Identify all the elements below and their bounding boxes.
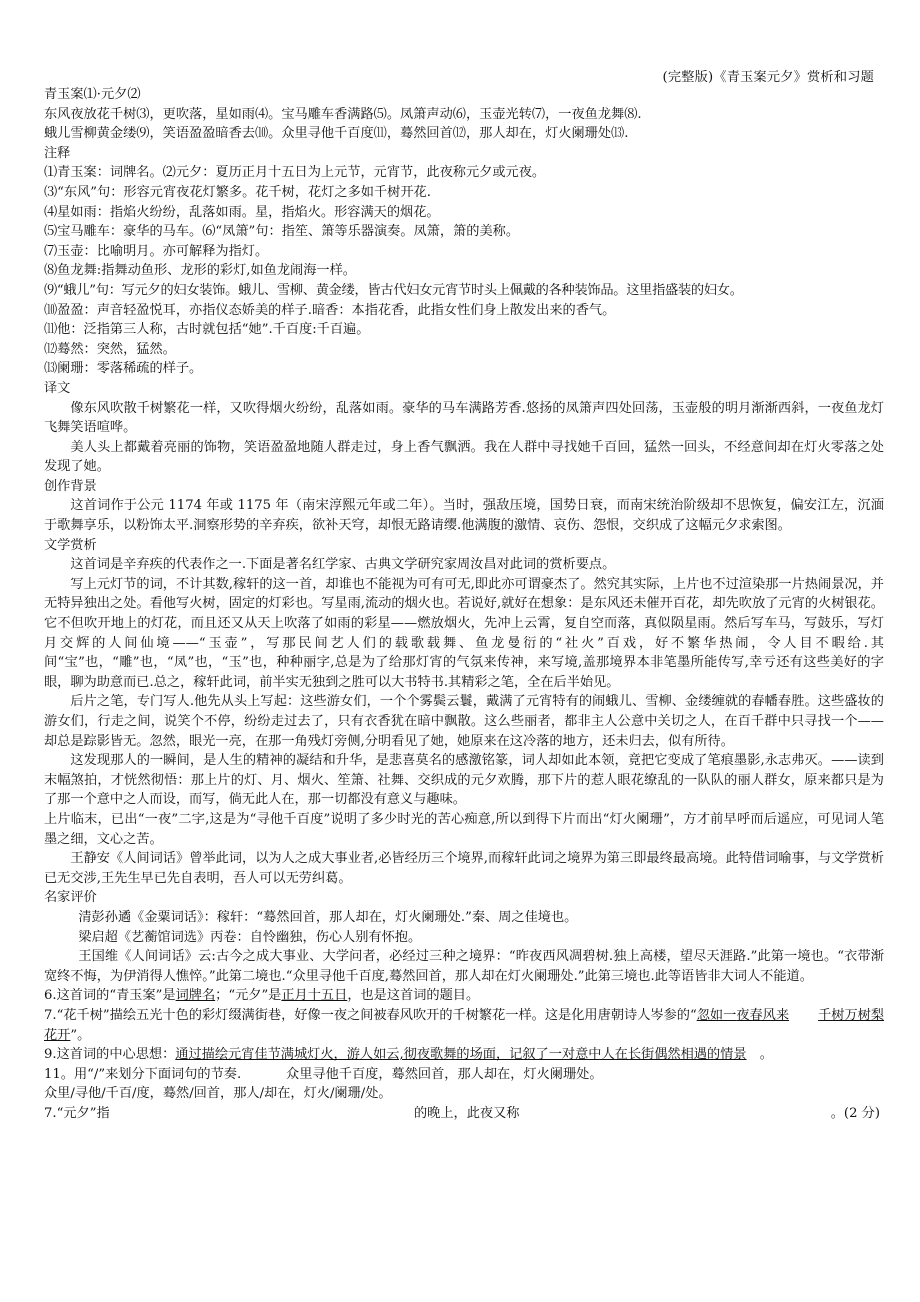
exercise-q7b <box>44 1104 884 1124</box>
q6-suffix: ，也是这首词的题目。 <box>347 988 480 1004</box>
q7b-prefix: 7.“元夕”指 <box>44 1105 110 1121</box>
note-item: ⑽盈盈：声音轻盈悦耳，亦指仪态娇美的样子.暗香：本指花香，此指女性们身上散发出来的香气。 <box>44 302 616 318</box>
comment-paragraph: 清彭孙遹《金粟词话》：稼轩：“蓦然回首，那人却在，灯火阑珊处.”秦、周之佳境也。 <box>78 909 578 925</box>
q9-prefix: 9.这首词的中心思想： <box>44 1047 176 1063</box>
q7-answer-1: 忽如一 <box>696 1007 737 1023</box>
exercise-q11 <box>44 1065 884 1085</box>
exercise-q9 <box>44 1045 884 1065</box>
background-heading: 创作背景 <box>44 478 97 494</box>
exercise-q7 <box>44 1006 884 1045</box>
q11-text: 众里寻他千百度，蓦然回首，那人却在，灯火阑珊处。 <box>286 1066 603 1082</box>
q7b-score: 。(2 分) <box>830 1105 880 1121</box>
appreciation-paragraph: 后片之笔，专门写人.他先从头上写起：这些游女们，一个个雾鬓云鬟，戴满了元宵特有的闹蛾儿、雪柳、金缕缠就的春幡春胜。这些盛妆的游女们，行走之间，说笑个不停，纷纷走过去了，只有衣香犹在暗中飘散。这么些丽者，都非主人公意中关切之人，在百千群中只寻找一个——却总是踪影皆无。忽然，眼光一亮，在那一角残灯旁侧,分明看见了她，她原来在这冷落的地方，还未归去，似有所待。 <box>44 694 884 749</box>
q9-answer: 通过描绘元宵佳节满城灯火，游人如云,彻夜歌舞的场面，记叙了一对意中人在长街偶然相遇的情景 <box>175 1047 747 1063</box>
q9-end: 。 <box>759 1047 773 1063</box>
q7-answer-2b: 千树万树梨花开 <box>44 1007 885 1043</box>
comments-heading: 名家评价 <box>44 890 97 906</box>
appreciation-paragraph: 王静安《人间词话》曾举此词，以为人之成大事业者,必皆经历三个境界,而稼轩此词之境界为第三即最终最高境。此特借词喻事，与文学赏析已无交涉,王先生早已先自表明，吾人可以无劳纠葛。 <box>44 851 884 886</box>
note-item: ⑻鱼龙舞:指舞动鱼形、龙形的彩灯,如鱼龙闹海一样。 <box>44 263 356 279</box>
appreciation-paragraph: 写上元灯节的词，不计其数,稼轩的这一首，却谁也不能视为可有可无,即此亦可谓豪杰了。然究其实际，上片也不过渲染那一片热闹景况，并无特异独出之处。看他写火树，固定的灯彩也。写星雨,流动的烟火也。若说好,就好在想象：是东风还未催开百花，却先吹放了元宵的火树银花。它不但吹开地上的灯花，而且还又从天上吹落了如雨的彩星——燃放烟火，先冲上云霄，复自空而落，真似陨星雨。然后写车马，写鼓乐，写灯月交辉的人间仙境——“玉壶”，写那民间艺人们的载歌载舞、鱼龙曼衍的“社火”百戏，好不繁华热闹，令人目不暇给.其间“宝”也，“雕”也，“凤”也，“玉”也，种种丽字,总是为了给那灯宵的气氛来传神，来写境,盖那境界本非笔墨所能传写,幸亏还有这些美好的字眼，聊为助意而已.总之，稼轩此词，前半实无独到之胜可以大书特书.其精彩之笔，全在后半始见。 <box>44 576 884 690</box>
note-item: ⑼“蛾儿”句：写元夕的妇女装饰。蛾儿、雪柳、黄金缕，皆古代妇女元宵节时头上佩戴的各种装饰品。这里指盛装的妇女。 <box>44 282 743 298</box>
appreciation-paragraph: 上片临末，已出“一夜”二字,这是为“寻他千百度”说明了多少时光的苦心痴意,所以到得下片而出“灯火阑珊”，方才前早呼而后遥应，可见词人笔墨之细，文心之苦。 <box>44 811 884 847</box>
q9-answer-tail <box>747 1045 760 1065</box>
notes-heading: 注释 <box>44 145 71 161</box>
exercise-q6 <box>44 986 884 1006</box>
document-body <box>44 66 884 1123</box>
note-item: ⑾他：泛指第三人称，古时就包括“她”.千百度:千百遍。 <box>44 322 370 338</box>
q11-prefix: 11。用“/”来划分下面词句的节奏. <box>44 1066 242 1082</box>
q11-answer: 众里/寻他/千百/度，蓦然/回首，那人/却在，灯火/阑珊/处。 <box>44 1086 392 1102</box>
background-paragraph: 这首词作于公元 1174 年或 1175 年（南宋淳熙元年或二年）。当时，强敌压境，国势日衰，而南宋统治阶级却不思恢复，偏安江左，沉湎于歌舞享乐，以粉饰太平.洞察形势的辛弃疾，欲补天穹，却恨无路请缨.他满腹的激情、哀伤、怨恨，交织成了这幅元夕求索图。 <box>44 498 884 534</box>
comment-paragraph: 梁启超《艺蘅馆词选》丙卷：自怜幽独，伤心人别有怀抱。 <box>78 929 422 945</box>
poem-title: 青玉案⑴·元夕⑵ <box>44 87 141 102</box>
q7b-mid: 的晚上，此夜又称 <box>414 1105 520 1121</box>
translation-paragraph: 像东风吹散千树繁花一样，又吹得烟火纷纷，乱落如雨。豪华的马车满路芳香.悠扬的凤箫声四处回荡，玉壶般的明月渐渐西斜，一夜鱼龙灯飞舞笑语喧哗。 <box>44 400 884 436</box>
translation-paragraph: 美人头上都戴着亮丽的饰物，笑语盈盈地随人群走过，身上香气飘洒。我在人群中寻找她千百回，猛然一回头，不经意间却在灯火零落之处发现了她。 <box>44 439 884 475</box>
q7-suffix: ”。 <box>70 1027 91 1043</box>
q6-answer-2: 正月十五日 <box>281 988 348 1004</box>
poem-line: 蛾儿雪柳黄金缕⑼，笑语盈盈暗香去⑽。众里寻他千百度⑾，蓦然回首⑿，那人却在，灯火阑珊处⒀. <box>44 126 629 142</box>
note-item: ⑴青玉案：词牌名。⑵元夕：夏历正月十五日为上元节，元宵节，此夜称元夕或元夜。 <box>44 165 546 181</box>
appreciation-heading: 文学赏析 <box>44 537 97 553</box>
poem-line: 东风夜放花千树⑶，更吹落，星如雨⑷。宝马雕车香满路⑸。凤箫声动⑹，玉壶光转⑺，一夜鱼龙舞⑻. <box>44 106 642 122</box>
q7-answer-2a: 夜春风来 <box>736 1007 790 1023</box>
appreciation-paragraph: 这发现那人的一瞬间，是人生的精神的凝结和升华，是悲喜莫名的感激铭篆，词人却如此本领，竟把它变成了笔痕墨影,永志弗灭。——读到末幅煞拍，才恍然彻悟：那上片的灯、月、烟火、笙箫、社舞、交织成的元夕欢腾，那下片的惹人眼花缭乱的一队队的丽人群女，原来都只是为了那一个意中之人而设，而写，倘无此人在，那一切都没有意义与趣味。 <box>44 753 884 808</box>
q7-blank-gap <box>789 1006 818 1026</box>
page-header: (完整版)《青玉案元夕》赏析和习题 <box>662 70 874 85</box>
appreciation-paragraph: 这首词是辛弃疾的代表作之一.下面是著名红学家、古典文学研究家周汝昌对此词的赏析要点。 <box>70 557 616 573</box>
q6-answer-1: 词牌名 <box>175 988 216 1004</box>
q6-mid: ；“元夕”是 <box>215 988 282 1004</box>
note-item: ⑸宝马雕车：豪华的马车。⑹“凤箫”句：指笙、箫等乐器演奏。凤箫，箫的美称。 <box>44 224 520 240</box>
note-item: ⑿蓦然：突然，猛然。 <box>44 341 176 357</box>
translation-heading: 译文 <box>44 380 71 396</box>
note-item: ⑶“东风”句：形容元宵夜花灯繁多。花千树，花灯之多如千树开花. <box>44 184 431 200</box>
note-item: ⑷星如雨：指焰火纷纷，乱落如雨。星，指焰火。形容满天的烟花。 <box>44 204 440 220</box>
q7-prefix: 7.“花千树”描绘五光十色的彩灯缀满街巷，好像一夜之间被春风吹开的千树繁花一样。这是化用唐朝诗人岑参的“ <box>44 1007 697 1023</box>
note-item: ⒀阑珊：零落稀疏的样子。 <box>44 361 203 377</box>
q6-prefix: 6.这首词的“青玉案”是 <box>44 988 176 1004</box>
note-item: ⑺玉壶：比喻明月。亦可解释为指灯。 <box>44 243 269 259</box>
comment-paragraph: 王国维《人间词话》云:古今之成大事业、大学问者，必经过三种之境界：“昨夜西风凋碧树.独上高楼，望尽天涯路.”此第一境也。“衣带渐宽终不悔，为伊消得人憔悴。”此第二境也.“众里寻他千百度,蓦然回首，那人却在灯火阑珊处.”此第三境也.此等语皆非大词人不能道。 <box>44 949 884 984</box>
